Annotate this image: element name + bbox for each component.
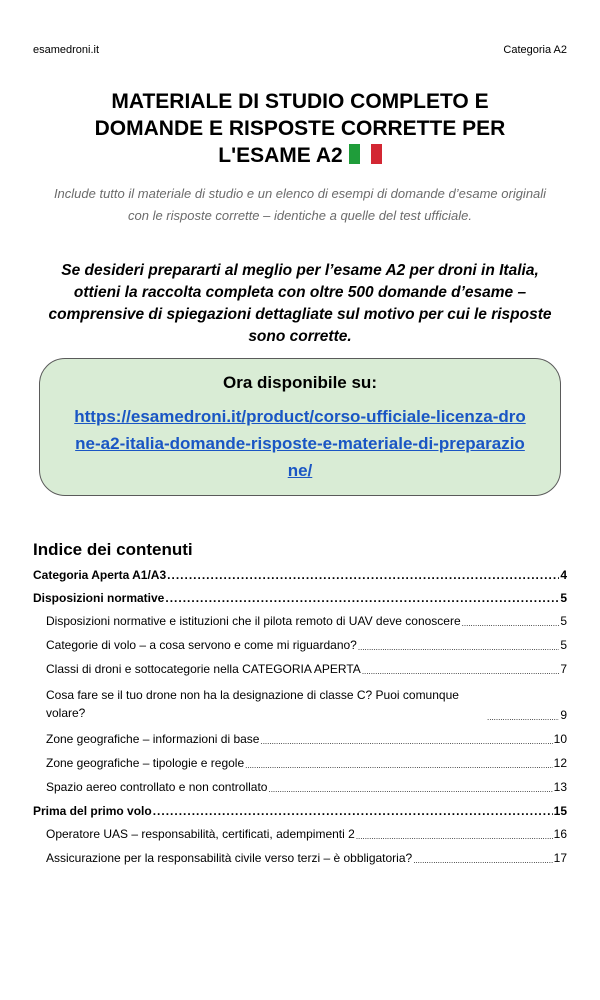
- toc-entry-label: Spazio aereo controllato e non controllato: [46, 780, 268, 794]
- toc-entry[interactable]: [33, 614, 567, 628]
- toc-entry[interactable]: [33, 827, 567, 841]
- toc-entry-page: 9: [560, 708, 567, 722]
- toc-entry[interactable]: [33, 804, 567, 818]
- availability-box: [39, 358, 561, 496]
- toc-entry-label: Prima del primo volo: [33, 804, 152, 818]
- toc-entry-page: 17: [553, 851, 567, 865]
- product-link[interactable]: https://esamedroni.it/product/corso-ufficiale-licenza-drone-a2-italia-domande-risposte-e-materiale-di-preparazione/: [74, 407, 526, 480]
- toc-entry[interactable]: [33, 686, 567, 722]
- promo-text: Se desideri prepararti al meglio per l’esame A2 per droni in Italia, ottieni la raccolta completa con oltre 500 domande d’esame – comprensive di spiegazioni dettagliate sul motivo per cui le risposte sono corrette.: [48, 262, 552, 345]
- toc-entry-page: 12: [553, 756, 567, 770]
- subtitle: Include tutto il materiale di studio e un elenco di esempi di domande d’esame originali con le risposte corrette – identiche a quelle del test ufficiale.: [53, 186, 547, 223]
- toc-entry-label: Categorie di volo – a cosa servono e come mi riguardano?: [46, 638, 357, 652]
- toc-entry-label: Zone geografiche – tipologie e regole: [46, 756, 245, 770]
- title-line-3: L'ESAME A2: [218, 144, 343, 167]
- toc-entry[interactable]: [33, 756, 567, 770]
- title-line-1: MATERIALE DI STUDIO COMPLETO E: [111, 90, 489, 113]
- toc-entry[interactable]: [33, 638, 567, 652]
- toc-entry-label: Classi di droni e sottocategorie nella CATEGORIA APERTA: [46, 662, 361, 676]
- toc-entry-label: Categoria Aperta A1/A3: [33, 568, 167, 582]
- toc-entry-page: 15: [553, 804, 567, 818]
- page-header: [33, 44, 567, 56]
- toc-entry-label: Zone geografiche – informazioni di base: [46, 732, 260, 746]
- toc-entry-page: 5: [560, 614, 567, 628]
- site-name: esamedroni.it: [33, 44, 100, 56]
- toc-entry-page: 4: [560, 568, 567, 582]
- toc-entry-page: 16: [553, 827, 567, 841]
- toc-entry-page: 10: [553, 732, 567, 746]
- toc-entry-page: 7: [560, 662, 567, 676]
- toc-entry-page: 5: [560, 591, 567, 605]
- toc-entry-page: 13: [553, 780, 567, 794]
- toc-entry[interactable]: [33, 732, 567, 746]
- toc-heading: Indice dei contenuti: [33, 540, 193, 559]
- page-title: [30, 88, 570, 169]
- title-line-3-wrap: [30, 142, 570, 169]
- toc-entry[interactable]: [33, 851, 567, 865]
- toc-entry-label: Disposizioni normative: [33, 591, 165, 605]
- toc-entry-label: Disposizioni normative e istituzioni che il pilota remoto di UAV deve conoscere: [46, 614, 461, 628]
- availability-title: Ora disponibile su:: [223, 373, 377, 392]
- toc-entry[interactable]: [33, 591, 567, 605]
- table-of-contents: [33, 568, 567, 875]
- italy-flag-icon: [349, 144, 382, 164]
- toc-entry-page: 5: [560, 638, 567, 652]
- toc-entry-label: Operatore UAS – responsabilità, certificati, adempimenti 2: [46, 827, 355, 841]
- title-line-2: DOMANDE E RISPOSTE CORRETTE PER: [94, 117, 506, 140]
- category-label: Categoria A2: [503, 44, 567, 56]
- toc-entry-label: Cosa fare se il tuo drone non ha la designazione di classe C? Puoi comunque volare?: [46, 688, 459, 720]
- toc-entry[interactable]: [33, 780, 567, 794]
- toc-entry[interactable]: [33, 568, 567, 582]
- toc-entry[interactable]: [33, 662, 567, 676]
- toc-entry-label: Assicurazione per la responsabilità civile verso terzi – è obbligatoria?: [46, 851, 413, 865]
